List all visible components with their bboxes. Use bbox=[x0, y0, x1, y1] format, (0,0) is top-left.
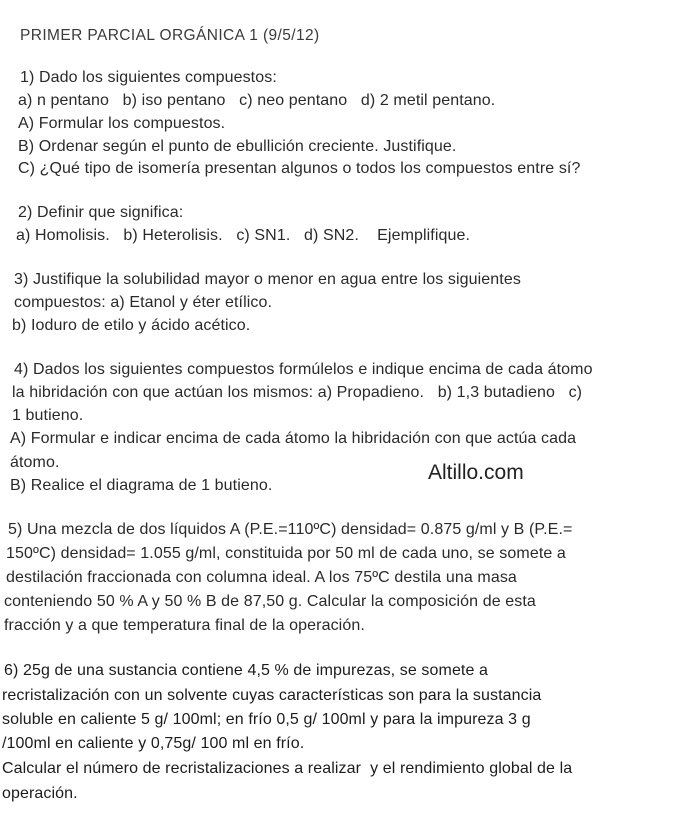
q5-line-3: destilación fraccionada con columna ideal. A los 75ºC destila una masa bbox=[6, 569, 517, 586]
q6-line-1: 6) 25g de una sustancia contiene 4,5 % de impurezas, se somete a bbox=[4, 662, 489, 679]
q4-line-4: A) Formular e indicar encima de cada átomo la hibridación con que actúa cada bbox=[10, 430, 577, 447]
q5-line-2: 150ºC) densidad= 1.055 g/ml, constituida por 50 ml de cada uno, se somete a bbox=[6, 545, 566, 562]
q5-line-5: fracción y a que temperatura final de la operación. bbox=[4, 617, 365, 634]
q1-part-c: C) ¿Qué tipo de isomería presentan algunos o todos los compuestos entre sí? bbox=[18, 160, 581, 177]
q3-line-1: 3) Justifique la solubilidad mayor o menor en agua entre los siguientes bbox=[14, 271, 521, 288]
altillo-watermark: Altillo.com bbox=[428, 461, 524, 484]
q3-line-2: compuestos: a) Etanol y éter etílico. bbox=[14, 294, 273, 311]
q4-line-1: 4) Dados los siguientes compuestos formúlelos e indique encima de cada átomo bbox=[14, 361, 593, 378]
q6-line-4: /100ml en caliente y 0,75g/ 100 ml en frío. bbox=[2, 735, 305, 752]
q1-stem: 1) Dado los siguientes compuestos: bbox=[20, 69, 277, 86]
q4-line-5: átomo. bbox=[10, 454, 60, 471]
q2-options: a) Homolisis. b) Heterolisis. c) SN1. d) SN2. Ejemplifique. bbox=[16, 227, 471, 244]
q3-line-3: b) Ioduro de etilo y ácido acético. bbox=[12, 317, 251, 334]
q6-line-3: soluble en caliente 5 g/ 100ml; en frío 0,5 g/ 100ml y para la impureza 3 g bbox=[2, 711, 531, 728]
q4-line-3: 1 butieno. bbox=[12, 407, 84, 424]
q2-stem: 2) Definir que significa: bbox=[18, 204, 184, 221]
q1-options: a) n pentano b) iso pentano c) neo pentano d) 2 metil pentano. bbox=[18, 92, 496, 109]
q6-line-2: recristalización con un solvente cuyas características son para la sustancia bbox=[2, 687, 542, 704]
q6-line-6: operación. bbox=[2, 785, 78, 802]
q6-line-5: Calcular el número de recristalizaciones a realizar y el rendimiento global de la bbox=[2, 760, 573, 777]
q5-line-4: conteniendo 50 % A y 50 % B de 87,50 g. Calcular la composición de esta bbox=[4, 593, 536, 610]
q4-line-2: la hibridación con que actúan los mismos: a) Propadieno. b) 1,3 butadieno c) bbox=[12, 384, 583, 401]
exam-title: PRIMER PARCIAL ORGÁNICA 1 (9/5/12) bbox=[20, 27, 320, 44]
q5-line-1: 5) Una mezcla de dos líquidos A (P.E.=110ºC) densidad= 0.875 g/ml y B (P.E.= bbox=[8, 521, 573, 538]
q4-line-6: B) Realice el diagrama de 1 butieno. bbox=[10, 477, 273, 494]
q1-part-b: B) Ordenar según el punto de ebullición creciente. Justifique. bbox=[18, 138, 457, 155]
q1-part-a: A) Formular los compuestos. bbox=[18, 115, 226, 132]
